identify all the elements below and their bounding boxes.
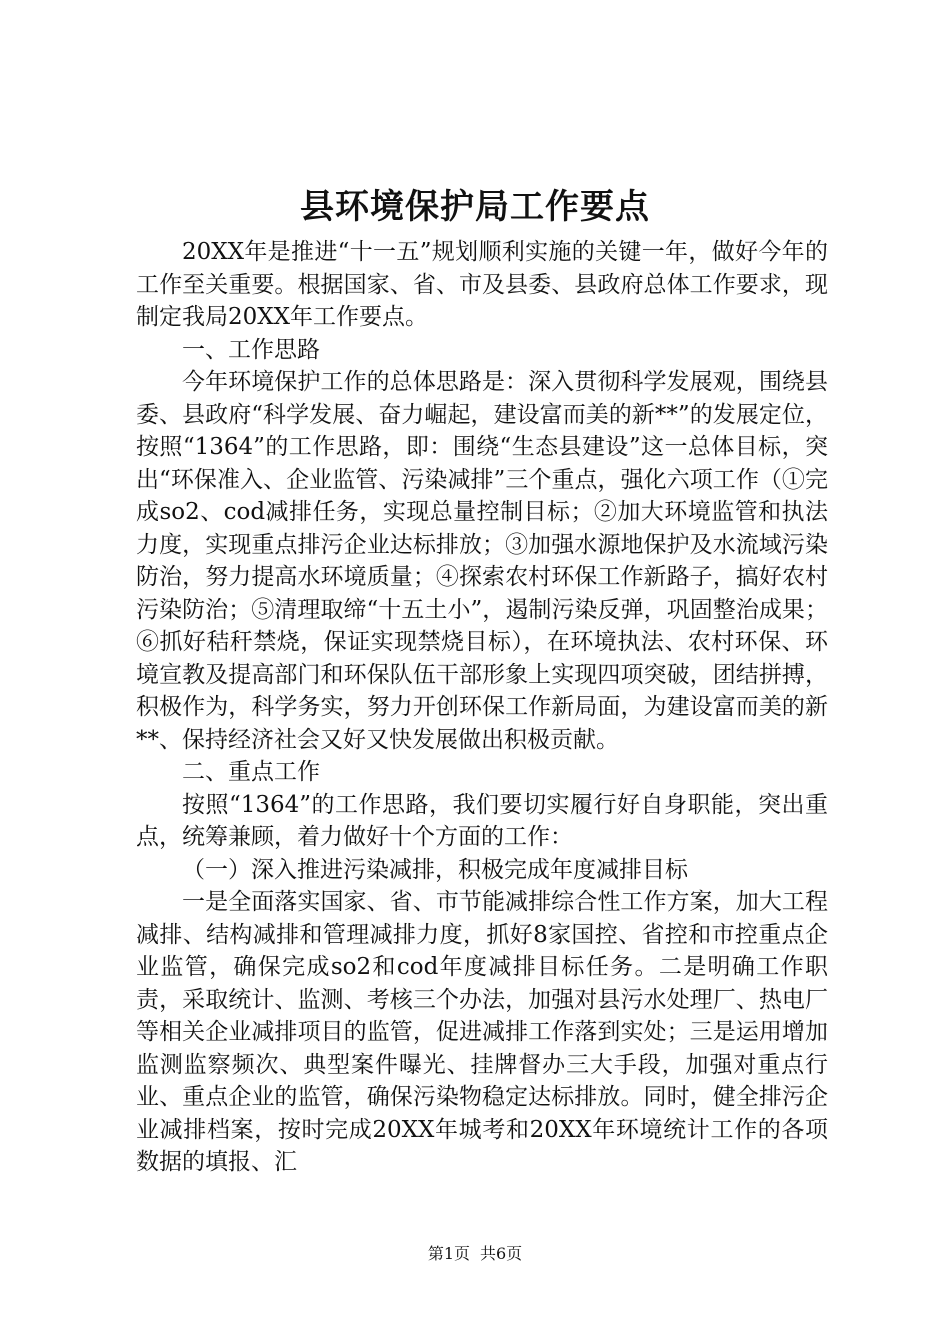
emission-reduction-paragraph: 一是全面落实国家、省、市节能减排综合性工作方案，加大工程减排、结构减排和管理减排力度，抓好8家国控、省控和市控重点企业监管，确保完成so2和cod年度减排目标任务。二是明确工作职责，采取统计、监测、考核三个办法，加强对县污水处理厂、热电厂等相关企业减排项目的监管，促进减排工作落到实处；三是运用增加监测监察频次、典型案件曝光、挂牌督办三大手段，加强对重点行业、重点企业的监管，确保污染物稳定达标排放。同时，健全排污企业减排档案，按时完成20XX年城考和20XX年环境统计工作的各项数据的填报、汇 (136, 889, 828, 1175)
key-work-intro-paragraph: 按照“1364”的工作思路，我们要切实履行好自身职能，突出重点，统筹兼顾，着力做好十个方面的工作： (136, 791, 828, 850)
section-heading-work-approach: 一、工作思路 (182, 336, 320, 363)
work-approach-paragraph: 今年环境保护工作的总体思路是：深入贯彻科学发展观，围绕县委、县政府“科学发展、奋力崛起，建设富而美的新**”的发展定位，按照“1364”的工作思路，即：围绕“生态县建设”这一总体目标，突出“环保准入、企业监管、污染减排”三个重点，强化六项工作（①完成so2、cod减排任务，实现总量控制目标；②加大环境监管和执法力度，实现重点排污企业达标排放；③加强水源地保护及水流域污染防治，努力提高水环境质量；④探索农村环保工作新路子，搞好农村污染防治；⑤清理取缔“十五土小”，遏制污染反弹，巩固整治成果；⑥抓好秸秆禁烧，保证实现禁烧目标），在环境执法、农村环保、环境宣教及提高部门和环保队伍干部形象上实现四项突破，团结拼搏，积极作为，科学务实，努力开创环保工作新局面，为建设富而美的新**、保持经济社会又好又快发展做出积极贡献。 (136, 369, 828, 753)
page-number: 第1页 (427, 1244, 470, 1263)
document-body (136, 236, 828, 1179)
page-footer (0, 1243, 950, 1265)
total-pages: 共6页 (480, 1244, 523, 1263)
intro-paragraph: 20XX年是推进“十一五”规划顺利实施的关键一年，做好今年的工作至关重要。根据国家、省、市及县委、县政府总体工作要求，现制定我局20XX年工作要点。 (136, 239, 828, 330)
subsection-heading-emission-reduction: （一）深入推进污染减排，积极完成年度减排目标 (182, 856, 688, 883)
section-heading-key-work: 二、重点工作 (182, 759, 320, 785)
document-title: 县环境保护局工作要点 (300, 187, 650, 227)
